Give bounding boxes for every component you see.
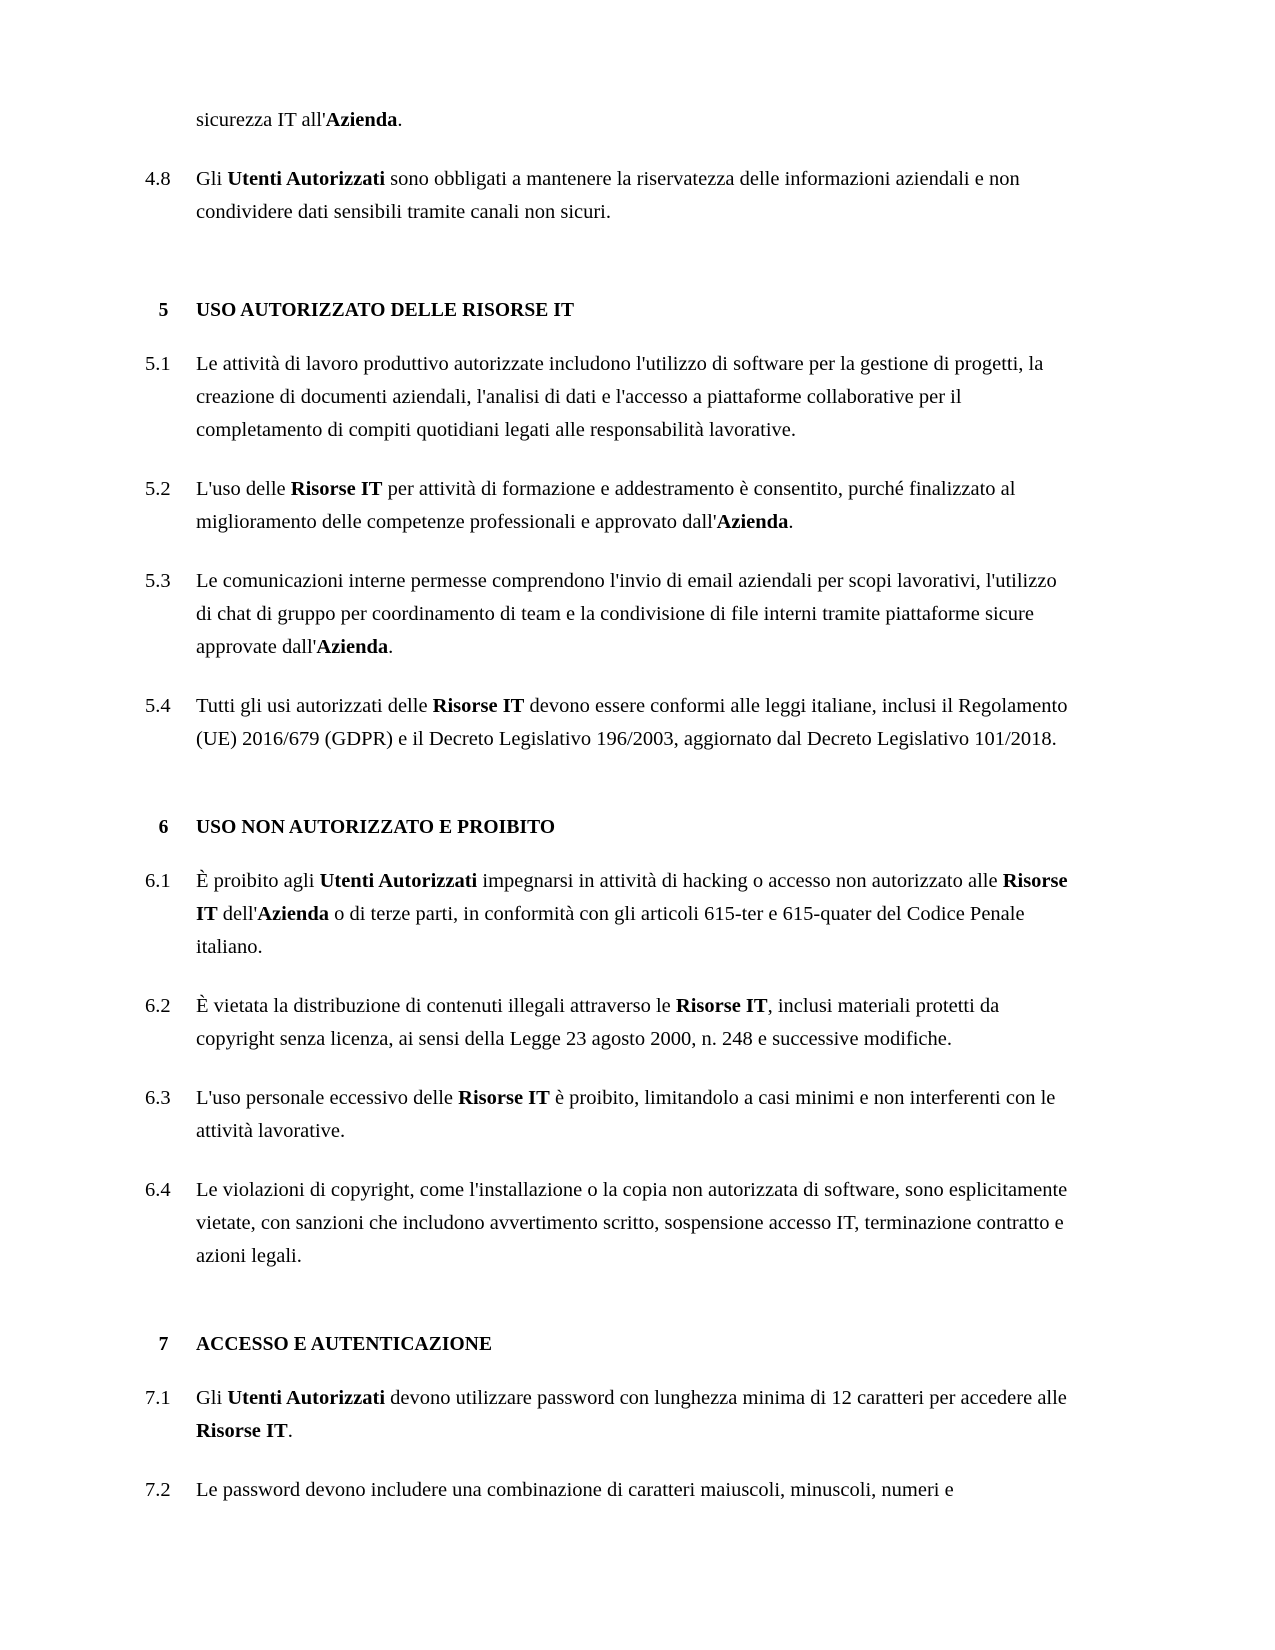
clause-text: Le password devono includere una combinazione di caratteri maiuscoli, minuscoli, numeri e (196, 1479, 954, 1501)
clause (145, 163, 1075, 229)
clause-text: L'uso delle Risorse IT per attività di formazione e addestramento è consentito, purché finalizzato al miglioramento delle competenze professionali e approvato dall'Azienda. (196, 478, 1016, 533)
clause-text: Tutti gli usi autorizzati delle Risorse IT devono essere conformi alle leggi italiane, inclusi il Regolamento (UE) 2016/679 (GDPR) e il Decreto Legislativo 196/2003, aggiornato dal Decreto Legislativo 101/2018. (196, 695, 1068, 750)
clause-text: Le violazioni di copyright, come l'installazione o la copia non autorizzata di software, sono esplicitamente vietate, con sanzioni che includono avvertimento scritto, sospensione accesso IT, terminazione contratto e azioni legali. (196, 1179, 1068, 1267)
clause (145, 865, 1075, 964)
clause (145, 1082, 1075, 1148)
clause-text: Le comunicazioni interne permesse comprendono l'invio di email aziendali per scopi lavorativi, l'utilizzo di chat di gruppo per coordinamento di team e la condivisione di file interni tramite piattaforme sicure approvate dall'Azienda. (196, 570, 1057, 658)
section-heading (145, 295, 1075, 326)
section-number: 7 (158, 1334, 169, 1355)
section-number: 6 (158, 817, 169, 838)
clause-number: 7.2 (145, 1479, 171, 1501)
section-title: ACCESSO E AUTENTICAZIONE (196, 1334, 493, 1355)
clause (145, 690, 1075, 756)
clause-number: 4.8 (145, 168, 171, 190)
clause (145, 1382, 1075, 1448)
clause-text: È vietata la distribuzione di contenuti illegali attraverso le Risorse IT, inclusi materiali protetti da copyright senza licenza, ai sensi della Legge 23 agosto 2000, n. 248 e successive modifiche. (196, 995, 1000, 1050)
clause (145, 473, 1075, 539)
section-heading (145, 1329, 1075, 1360)
clause-number: 6.4 (145, 1179, 171, 1201)
document-blocks (145, 163, 1075, 1507)
clause (145, 565, 1075, 664)
clause-number: 7.1 (145, 1387, 171, 1409)
clause-text: Le attività di lavoro produttivo autorizzate includono l'utilizzo di software per la gestione di progetti, la creazione di documenti aziendali, l'analisi di dati e l'accesso a piattaforme collaborative per il completamento di compiti quotidiani legati alle responsabilità lavorative. (196, 353, 1044, 441)
clause-text: L'uso personale eccessivo delle Risorse IT è proibito, limitandolo a casi minimi e non interferenti con le attività lavorative. (196, 1087, 1056, 1142)
continuation-paragraph: sicurezza IT all'Azienda. (196, 109, 403, 131)
clause (145, 1174, 1075, 1273)
clause-text: Gli Utenti Autorizzati sono obbligati a mantenere la riservatezza delle informazioni aziendali e non condividere dati sensibili tramite canali non sicuri. (196, 168, 1020, 223)
section-title: USO NON AUTORIZZATO E PROIBITO (196, 817, 556, 838)
clause-number: 5.2 (145, 478, 171, 500)
clause-number: 6.2 (145, 995, 171, 1017)
clause-number: 6.1 (145, 870, 171, 892)
document-body (145, 104, 1075, 1507)
section-number: 5 (158, 300, 169, 321)
clause (145, 1474, 1075, 1507)
clause (145, 348, 1075, 447)
clause-text: È proibito agli Utenti Autorizzati impegnarsi in attività di hacking o accesso non autorizzato alle Risorse IT dell'Azienda o di terze parti, in conformità con gli articoli 615-ter e 615-quater del Codice Penale italiano. (196, 870, 1068, 958)
clause (145, 990, 1075, 1056)
section-heading (145, 812, 1075, 843)
section-title: USO AUTORIZZATO DELLE RISORSE IT (196, 300, 575, 321)
clause-number: 5.4 (145, 695, 171, 717)
clause-number: 6.3 (145, 1087, 171, 1109)
clause-number: 5.1 (145, 353, 171, 375)
clause-number: 5.3 (145, 570, 171, 592)
clause-text: Gli Utenti Autorizzati devono utilizzare password con lunghezza minima di 12 caratteri per accedere alle Risorse IT. (196, 1387, 1067, 1442)
